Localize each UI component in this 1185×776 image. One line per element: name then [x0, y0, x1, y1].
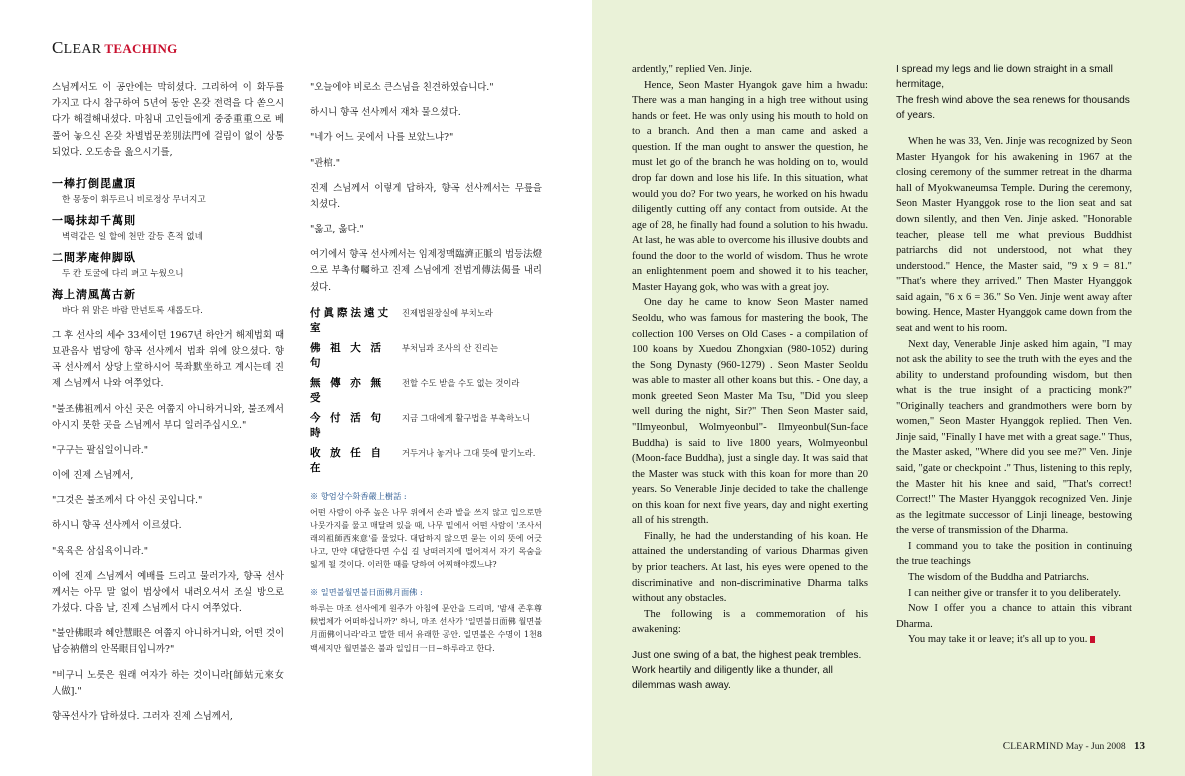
verse-hanja: 一喝抹却千萬則 [52, 213, 136, 227]
verse-line [310, 340, 542, 370]
footnote-body: 어떤 사람이 아주 높은 나무 위에서 손과 발을 쓰지 않고 입으로만 나뭇가지를 물고 매달려 있을 때, 나무 밑에서 어떤 사람이 '조사서래의祖師西來意'를 물었다. 대답하지 않으면 묻는 이의 뜻에 어긋나고, 만약 대답한다면 수십 길 낭떠러지에 떨어져서 자기 목숨을 잃게 될 것이다. 이러한 때를 당하여 어찌해야겠느냐? [310, 506, 542, 570]
verse-hanja: 二間茅庵伸脚臥 [52, 250, 136, 264]
verse-hanja: 收 放 任 自 在 [310, 446, 384, 474]
right-column-2 [896, 62, 1132, 694]
footnote-1 [310, 491, 542, 572]
enlightenment-verse [52, 175, 284, 316]
left-page [0, 0, 592, 776]
paragraph: "불안佛眼과 혜안慧眼은 여쭙지 아니하거니와, 어떤 것이 납승衲僧의 안목眼目입니까?" [52, 628, 284, 656]
verse-hanja: 付眞際法遠丈室 [310, 306, 391, 334]
verse-korean: 바다 위 맑은 바람 만년토록 새롭도다. [62, 305, 203, 316]
verse-line [310, 375, 542, 405]
verse-line [310, 410, 542, 440]
footnote-2 [310, 587, 542, 654]
verse-korean: 벽력같은 일 할에 천만 갈등 흔적 없네 [62, 231, 203, 242]
verse-hanja: 今 付 活 句 時 [310, 411, 384, 439]
paragraph: 진제 스님께서 이렇게 답하자, 향곡 선사께서는 무릎을 치셨다. [310, 182, 542, 210]
end-mark-icon [1090, 636, 1095, 643]
footer-issue: May - Jun 2008 [1065, 742, 1126, 752]
verse-line [52, 286, 284, 316]
poem-line: Just one swing of a bat, the highest peak trembles. [632, 649, 862, 661]
paragraph: "네가 어느 곳에서 나를 보았느냐?" [310, 132, 454, 144]
paragraph: "비구니 노릇은 원래 여자가 하는 것이니라[師姑元來女人做]." [52, 669, 284, 697]
verse-korean: 한 몽둥이 휘두르니 비로정상 무너지고 [62, 194, 206, 205]
paragraph: 하시니 향곡 선사께서 재차 물으셨다. [310, 107, 461, 119]
paragraph: "구구는 팔십일이니라." [52, 444, 149, 456]
footer-brand: CLEARMIND [1002, 740, 1064, 752]
verse-korean: 전할 수도 받을 수도 없는 것이라 [402, 377, 520, 388]
paragraph: "옳고, 옳다." [310, 224, 364, 236]
paragraph: One day he came to know Seon Master named Seoldu, who was famous for mastering the book, The collection 100 Verses on Old Cases - a compilation of 100 koans by Xuedou Zhongxian (980-1052) during the Song Dynasty (960-1279) . Seon Master Seoldu was able to master all other koans but this. - One day, a monk greeted Seon Master Ma Tsu, "Did you sleep well during the night, Sir?" Then Seon Master said, "Ilmyeonbul, Wolmyeonbul"- Ilmyeonbul(Sun-face Buddha) is said to live 1800 years, Wolmyeonbul (Moon-face Buddha), just a single day. It was said that the Master was stuck with this koan for more than 20 years. So Venerable Jinje decided to take the challenge on this koan for next five years, day and night exerting all of his strength. [632, 297, 868, 527]
right-page [592, 0, 1185, 776]
verse-hanja: 無 傳 亦 無 受 [310, 376, 384, 404]
paragraph: When he was 33, Ven. Jinje was recognized by Seon Master Hyangok for his awakening in 1967 at the closing ceremony of the summer retreat in the dharma hall of Myokwaneumsa Temple. During the ceremony, Seon Master Hyanggok rose to the lion seat and sat down silently, and then Ven. Jinje asked. "Honorable teacher, please tell me what previous Buddhist patriarchs did not understood, not what they understood." Hence, the Master said, "9 x 9 = 81." "That's where they arrived." Then Master Hyanggok said again, "6 x 6 = 36." So Ven. Jinje went away after bowing. Hence, Master Hyanggok came down from the seat and went to his room. [896, 136, 1132, 334]
awakening-poem [632, 648, 868, 694]
verse-hanja: 佛 祖 大 活 句 [310, 341, 384, 369]
paragraph: "그것은 불조께서 다 아신 곳입니다." [52, 495, 203, 507]
paragraph: "불조佛祖께서 아신 곳은 여쭙지 아니하거니와, 불조께서 아시지 못한 곳을 스님께서 부디 일러주십시오." [52, 403, 284, 431]
header-teaching: TEACHING [104, 41, 178, 56]
paragraph: 이에 진제 스님께서 예배를 드리고 물러가자, 향곡 선사께서는 아무 말 없이 법상에서 내려오셔서 조실 방으로 가셨다. 다음 날, 진제 스님께서 다시 여쭈었다. [52, 570, 284, 615]
paragraph: Finally, he had the understanding of his koan. He attained the understanding of various Dharmas given by prior teachers. At last, his eyes were opened to the discriminative and non-discriminative Dharma talks without any obstacles. [632, 530, 868, 605]
left-column-2 [310, 80, 542, 734]
page-header [52, 38, 552, 58]
paragraph: I command you to take the position in continuing the true teachings [896, 540, 1132, 568]
verse-hanja: 海上淸風萬古新 [52, 287, 136, 301]
verse-line [52, 249, 284, 279]
right-columns [632, 62, 1145, 694]
paragraph: 하시니 향곡 선사께서 이르셨다. [52, 520, 182, 532]
paragraph: 이에 진제 스님께서, [52, 470, 134, 482]
paragraph: "관棺." [310, 157, 341, 169]
verse-korean: 지금 그대에게 활구법을 부촉하노니 [402, 412, 531, 423]
page-number: 13 [1134, 740, 1145, 752]
verse-line [310, 445, 542, 475]
page-footer [1003, 740, 1145, 752]
paragraph: Hence, Seon Master Hyangok gave him a hwadu: There was a man hanging in a high tree without using hands or feet. He was only using his mouth to hold on to a branch. And then a man came and asked a question. If the man ought to answer the question, he must let go of the branch he was holding on to, would drop far down and lose his life. In this situation, what would you do? For two years, he worked on his hwadu diligently cutting off any contact from outside. At the age of 28, he finally had found a solution to his hwadu. At last, he was able to overcome his illusive doubts and found the door to the world of wisdom. Thus he wrote an enlightenment poem and showed it to his teacher, Master Hayang gok, who was with a great joy. [632, 79, 868, 293]
spacer [896, 123, 1132, 134]
paragraph: Next day, Venerable Jinje asked him again, "I may not ask the ability to see the truth with the eyes and the ability to understand profounding wisdom, but then what is the true insight of a practicing monk?" "Originally teachers and grandmothers were born by women," Seon Master Hyanggok replied. Then Ven. Jinje said, "Finally I have met with a great sage." Thus, the Master asked, "Where did you see me?" Ven. Jinje said, "gate or checkpoint ." Thus, listening to this reply, the Master hit his knee and said, "That's correct! Correct!" The Master Hyanggok recognized Ven. Jinje as the legitmate successor of Linji lineage, bestowing the verse of transmission of the Dharma. [896, 338, 1132, 537]
verse-hanja: 一棒打倒毘盧頂 [52, 176, 136, 190]
footnote-title: ※ 향엄상수화香嚴上樹話 : [310, 490, 407, 501]
paragraph: "오늘에야 비로소 큰스님을 친견하였습니다." [310, 82, 494, 93]
paragraph: 여기에서 향곡 선사께서는 임제정맥臨濟正脈의 법등法燈으로 부촉付囑하고 진제 스님에게 전법게傳法偈를 내리셨다. [310, 249, 542, 293]
verse-line [52, 212, 284, 242]
transmission-verse [310, 305, 542, 475]
verse-korean: 부처님과 조사의 산 진리는 [402, 342, 499, 353]
paragraph-text: You may take it or leave; it's all up to you. [908, 634, 1088, 646]
right-column-1 [632, 62, 868, 694]
footnote-body: 하루는 마조 선사에게 원주가 아침에 문안을 드리며, '밤새 존후尊候법체가 어떠하십니까?' 하니, 마조 선사가 '일면불日面佛 월면불月面佛이니라'라고 말한 데서 유래한 공안. 일면불은 수명이 1천8백세지만 월면불은 불과 일입日一日−하루라고 한다. [310, 603, 542, 653]
paragraph: 스님께서도 이 공안에는 막히셨다. 그리하여 이 화두를 가지고 다시 참구하여 5년여 동안 온갖 전력을 다 쏟으시다가 해결해내셨다. 마침내 고인들에게 중중重重으로 베풀어 놓으신 온갖 차별법문差別法門에 걸림이 없이 상통되었다. 오도송을 읊으시기를, [52, 82, 284, 158]
verse-line [52, 175, 284, 205]
paragraph: ardently," replied Ven. Jinje. [632, 64, 752, 75]
paragraph: I can neither give or transfer it to you deliberately. [908, 587, 1121, 599]
paragraph: The following is a commemoration of his awakening: [632, 608, 868, 636]
left-column-1 [52, 80, 284, 734]
poem-line: The fresh wind above the sea renews for thousands of years. [896, 94, 1130, 121]
header-clear: CLEAR [52, 38, 102, 57]
paragraph: 그 후 선사의 세수 33세이던 1967년 하안거 해제법회 때 묘관음사 법당에 향곡 선사께서 법좌 위에 앉으셨다. 향곡 선사께서 상당上堂하시어 묵좌默坐하고 계시는데 진제 스님께서 나와 여쭈었다. [52, 329, 284, 390]
footnote-title: ※ 일면불월면불日面佛月面佛 : [310, 587, 423, 598]
paragraph: Now I offer you a chance to attain this vibrant Dharma. [896, 603, 1132, 630]
poem-line: Work heartily and diligently like a thunder, all dilemmas wash away. [632, 665, 833, 692]
poem-line: I spread my legs and lie down straight in a small hermitage, [896, 64, 1113, 91]
verse-korean: 두 칸 토굴에 다리 펴고 누웠으니 [62, 268, 184, 279]
left-columns [52, 80, 552, 734]
verse-line [310, 305, 542, 335]
verse-korean: 진제법원장실에 부치노라 [402, 307, 493, 318]
paragraph: 향곡선사가 답하셨다. 그러자 진제 스님께서, [52, 710, 233, 722]
paragraph [896, 632, 1132, 648]
paragraph: "육육은 삼십육이니라." [52, 545, 149, 557]
paragraph: The wisdom of the Buddha and Patriarchs. [908, 571, 1089, 583]
verse-korean: 거두거나 놓거나 그대 뜻에 맡기노라. [402, 447, 536, 458]
